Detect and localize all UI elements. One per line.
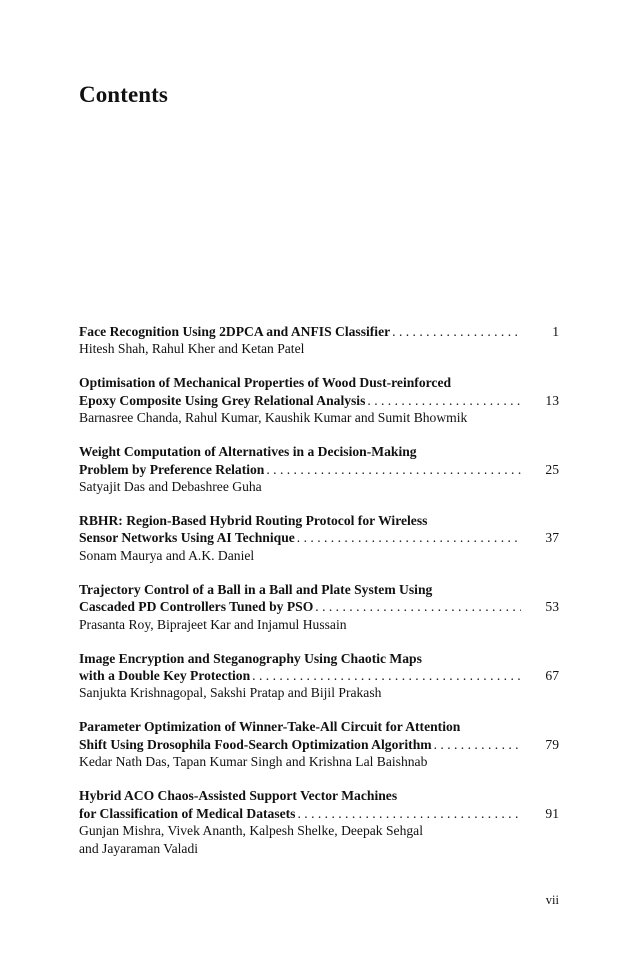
toc-title: Hybrid ACO Chaos-Assisted Support Vector Machines (79, 788, 398, 804)
toc-title: Problem by Preference Relation (79, 461, 265, 477)
toc-title-line (79, 392, 559, 409)
toc-title-line (79, 461, 559, 478)
toc-title-line (79, 529, 559, 546)
toc-title-line (79, 787, 559, 804)
page-title: Contents (79, 82, 168, 107)
toc-entry-4[interactable] (79, 512, 559, 564)
toc-entry-6[interactable] (79, 650, 559, 702)
toc-page-number: 67 (545, 668, 559, 684)
toc-page-number: 37 (545, 530, 559, 546)
toc-title: Shift Using Drosophila Food-Search Optimization Algorithm (79, 736, 432, 752)
toc-authors: Satyajit Das and Debashree Guha (79, 479, 262, 495)
toc-title: Cascaded PD Controllers Tuned by PSO (79, 599, 314, 615)
toc-title-line (79, 736, 559, 753)
toc-title-line (79, 443, 559, 460)
toc-title-line (79, 581, 559, 598)
toc-title: RBHR: Region-Based Hybrid Routing Protocol for Wireless (79, 513, 428, 529)
toc-entry-3[interactable] (79, 443, 559, 495)
toc-page-number: 79 (545, 736, 559, 752)
toc-authors: Hitesh Shah, Rahul Kher and Ketan Patel (79, 341, 305, 357)
toc-page-number: 91 (545, 805, 559, 821)
dot-leader (297, 805, 521, 822)
page-folio: vii (545, 893, 559, 907)
toc-page-number: 25 (545, 461, 559, 477)
toc-title: Optimisation of Mechanical Properties of Wood Dust-reinforced (79, 375, 452, 391)
toc-title-line (79, 805, 559, 822)
toc-title: Face Recognition Using 2DPCA and ANFIS Classifier (79, 324, 391, 339)
toc-title-line (79, 323, 559, 340)
toc-page-number: 53 (545, 599, 559, 615)
toc-title: Trajectory Control of a Ball in a Ball and Plate System Using (79, 581, 433, 597)
toc-authors: Gunjan Mishra, Vivek Ananth, Kalpesh Shelke, Deepak Sehgal (79, 823, 423, 839)
toc-title-line (79, 598, 559, 615)
toc-page-number: 1 (552, 324, 559, 339)
toc-authors: Kedar Nath Das, Tapan Kumar Singh and Krishna Lal Baishnab (79, 754, 428, 770)
dot-leader (266, 461, 521, 478)
toc-title-line (79, 718, 559, 735)
toc-page-number: 13 (545, 392, 559, 408)
toc-entry-5[interactable] (79, 581, 559, 633)
toc-title-line (79, 512, 559, 529)
dot-leader (367, 392, 521, 409)
toc-title-line (79, 650, 559, 667)
toc-title: Sensor Networks Using AI Technique (79, 530, 295, 546)
toc-title: with a Double Key Protection (79, 668, 251, 684)
dot-leader (315, 598, 521, 615)
toc-authors: Prasanta Roy, Biprajeet Kar and Injamul Hussain (79, 616, 347, 632)
toc-entry-8[interactable] (79, 787, 559, 857)
toc-title: Image Encryption and Steganography Using Chaotic Maps (79, 650, 422, 666)
toc-title: Epoxy Composite Using Grey Relational Analysis (79, 392, 366, 408)
toc-authors: Barnasree Chanda, Rahul Kumar, Kaushik Kumar and Sumit Bhowmik (79, 410, 468, 426)
dot-leader (297, 529, 521, 546)
toc-entry-1[interactable] (79, 323, 559, 358)
toc-authors: Sanjukta Krishnagopal, Sakshi Pratap and Bijil Prakash (79, 685, 382, 701)
toc-title: Parameter Optimization of Winner-Take-All Circuit for Attention (79, 719, 461, 735)
toc-entry-2[interactable] (79, 374, 559, 426)
toc-title-line (79, 667, 559, 684)
toc-authors: Sonam Maurya and A.K. Daniel (79, 547, 255, 563)
toc-title: Weight Computation of Alternatives in a Decision-Making (79, 444, 417, 460)
dot-leader (434, 736, 521, 753)
table-of-contents (79, 323, 559, 874)
toc-authors: and Jayaraman Valadi (79, 840, 199, 856)
toc-title-line (79, 374, 559, 391)
toc-title: for Classification of Medical Datasets (79, 805, 296, 821)
dot-leader (392, 323, 521, 340)
toc-entry-7[interactable] (79, 718, 559, 770)
dot-leader (252, 667, 521, 684)
